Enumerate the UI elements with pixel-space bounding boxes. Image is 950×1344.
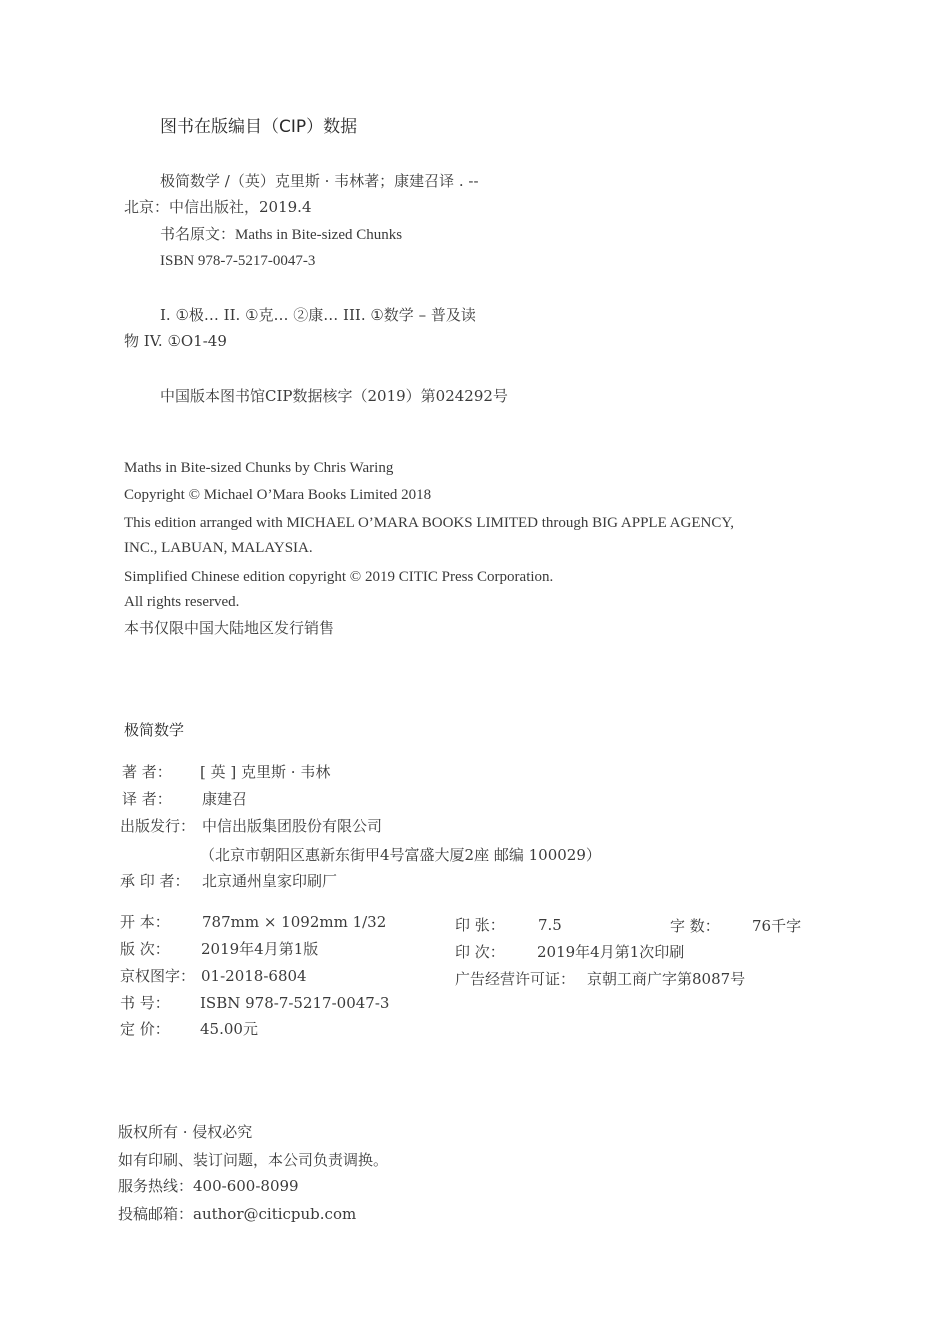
isbn-label: 书 号： (120, 994, 170, 1012)
sheets-label: 印 张： (455, 916, 505, 934)
publisher-label: 出版发行： (120, 817, 196, 835)
ad-license-label: 广告经营许可证： (455, 970, 576, 988)
copyright-line-5: Simplified Chinese edition copyright © 2019 CITIC Press Corporation. (124, 569, 554, 585)
edition-label: 版 次： (120, 940, 170, 958)
book-title: 极简数学 (124, 721, 185, 739)
isbn-value: ISBN 978-7-5217-0047-3 (200, 994, 390, 1012)
footer-line-4: 投稿邮箱：author@citicpub.com (118, 1205, 357, 1223)
copyright-line-3: This edition arranged with MICHAEL O’MARA BOOKS LIMITED through BIG APPLE AGENCY, (124, 515, 734, 531)
printer-label: 承 印 者： (120, 872, 190, 890)
copyright-line-1: Maths in Bite-sized Chunks by Chris Waring (124, 460, 394, 476)
author-value: [ 英 ] 克里斯 · 韦林 (200, 763, 331, 781)
ad-license-value: 京朝工商广字第8087号 (587, 970, 746, 988)
cip-classification-2: 物 IV. ①O1-49 (124, 332, 227, 350)
cip-line-2: 北京：中信出版社，2019.4 (124, 198, 312, 216)
copyright-line-2: Copyright © Michael O’Mara Books Limited 2018 (124, 487, 432, 503)
cip-line-4: ISBN 978-7-5217-0047-3 (160, 253, 316, 269)
printing-label: 印 次： (455, 943, 505, 961)
copyright-reg-label: 京权图字： (120, 967, 196, 985)
format-value: 787mm × 1092mm 1/32 (202, 913, 387, 931)
translator-value: 康建召 (202, 790, 248, 808)
copyright-reg-value: 01-2018-6804 (201, 967, 307, 985)
cip-line-3: 书名原文：Maths in Bite-sized Chunks (160, 227, 403, 243)
printing-value: 2019年4月第1次印刷 (537, 943, 685, 961)
price-label: 定 价： (120, 1020, 170, 1038)
author-label: 著 者： (122, 763, 172, 781)
price-value: 45.00元 (200, 1020, 258, 1038)
publisher-value: 中信出版集团股份有限公司 (202, 817, 383, 835)
words-value: 76千字 (752, 917, 802, 935)
cip-number: 中国版本图书馆CIP数据核字（2019）第024292号 (160, 387, 508, 405)
cip-line-1: 极简数学 /（英）克里斯 · 韦林著；康建召译 . -- (160, 172, 479, 190)
format-label: 开 本： (120, 913, 170, 931)
edition-value: 2019年4月第1版 (201, 940, 319, 958)
printer-value: 北京通州皇家印刷厂 (202, 872, 338, 890)
footer-line-2: 如有印刷、装订问题，本公司负责调换。 (118, 1151, 389, 1169)
cip-classification-1: I. ①极… II. ①克… ②康… III. ①数学 – 普及读 (160, 306, 476, 324)
copyright-line-6: All rights reserved. (124, 594, 240, 610)
copyright-line-7: 本书仅限中国大陆地区发行销售 (124, 619, 335, 637)
sheets-value: 7.5 (538, 916, 562, 934)
footer-line-1: 版权所有 · 侵权必究 (118, 1123, 253, 1141)
publisher-address: （北京市朝阳区惠新东街甲4号富盛大厦2座 邮编 100029） (200, 846, 601, 864)
translator-label: 译 者： (122, 790, 172, 808)
words-label: 字 数： (670, 917, 720, 935)
cip-title: 图书在版编目（CIP）数据 (160, 117, 358, 137)
copyright-line-4: INC., LABUAN, MALAYSIA. (124, 540, 313, 556)
footer-line-3: 服务热线：400-600-8099 (118, 1177, 299, 1195)
